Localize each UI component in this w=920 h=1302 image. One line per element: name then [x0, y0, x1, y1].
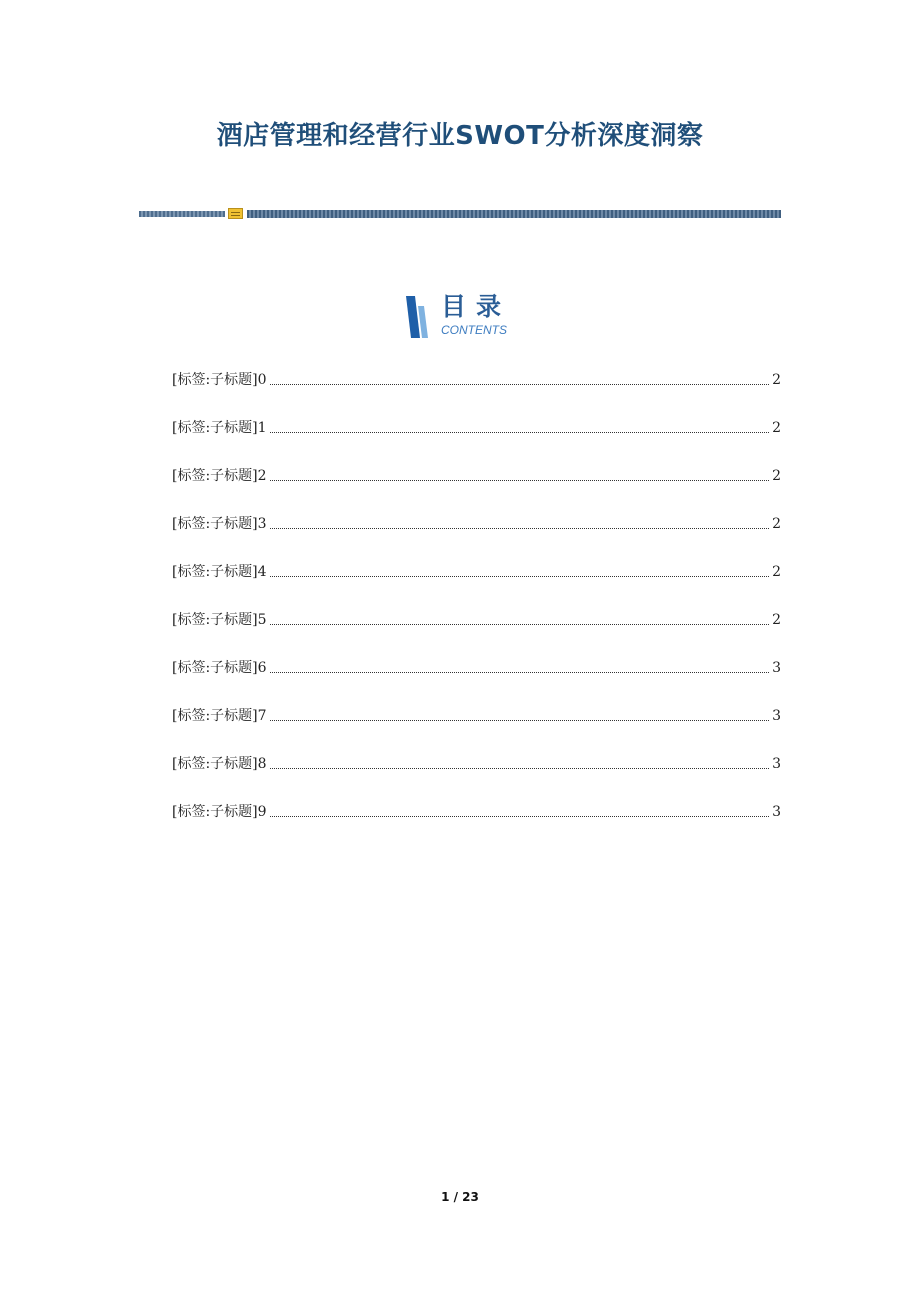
toc-entry[interactable] [172, 366, 781, 390]
toc-logo-icon [406, 296, 428, 338]
toc-entry[interactable] [172, 750, 781, 774]
toc-entry-leader [270, 623, 770, 625]
toc-entry-label: [标签:子标题]9 [172, 804, 267, 820]
toc-entry-label: [标签:子标题]8 [172, 756, 267, 772]
toc-entry-leader [270, 383, 770, 385]
separator-ornament-icon [228, 208, 243, 219]
toc-entry-page: 3 [772, 756, 781, 772]
toc-entry-leader [270, 719, 770, 721]
toc-subtitle: CONTENTS [441, 323, 507, 337]
toc-entry-leader [270, 431, 770, 433]
toc-entry-label: [标签:子标题]3 [172, 516, 267, 532]
toc-entry-page: 3 [772, 660, 781, 676]
toc-entry-label: [标签:子标题]2 [172, 468, 267, 484]
toc-entry-page: 3 [772, 804, 781, 820]
toc-entry[interactable] [172, 798, 781, 822]
toc-entry-label: [标签:子标题]1 [172, 420, 267, 436]
toc-entry-page: 2 [772, 372, 781, 388]
toc-entry-page: 2 [772, 564, 781, 580]
toc-entry-label: [标签:子标题]4 [172, 564, 267, 580]
toc-entry[interactable] [172, 654, 781, 678]
toc-entry[interactable] [172, 462, 781, 486]
toc-entry-label: [标签:子标题]5 [172, 612, 267, 628]
toc-entry-label: [标签:子标题]7 [172, 708, 267, 724]
separator-right-bar [247, 210, 781, 218]
toc-entry[interactable] [172, 702, 781, 726]
page-indicator: 1 / 23 [441, 1190, 479, 1204]
toc-title: 目录 [441, 292, 512, 321]
toc-entry-leader [270, 767, 770, 769]
toc-entry[interactable] [172, 414, 781, 438]
toc-entry-leader [270, 575, 770, 577]
toc-entry-page: 2 [772, 612, 781, 628]
toc-entry-leader [270, 527, 770, 529]
toc-entry-leader [270, 479, 770, 481]
toc-entry[interactable] [172, 510, 781, 534]
toc-entry-leader [270, 815, 770, 817]
toc-entry-page: 3 [772, 708, 781, 724]
title-separator [139, 208, 781, 220]
toc-list [172, 366, 781, 846]
toc-entry-label: [标签:子标题]0 [172, 372, 267, 388]
toc-entry-page: 2 [772, 468, 781, 484]
separator-left-bar [139, 211, 225, 217]
toc-entry-page: 2 [772, 516, 781, 532]
toc-entry[interactable] [172, 558, 781, 582]
toc-entry-label: [标签:子标题]6 [172, 660, 267, 676]
toc-entry-page: 2 [772, 420, 781, 436]
document-title: 酒店管理和经营行业SWOT分析深度洞察 [216, 121, 704, 151]
toc-heading [406, 294, 526, 340]
toc-entry[interactable] [172, 606, 781, 630]
toc-entry-leader [270, 671, 770, 673]
